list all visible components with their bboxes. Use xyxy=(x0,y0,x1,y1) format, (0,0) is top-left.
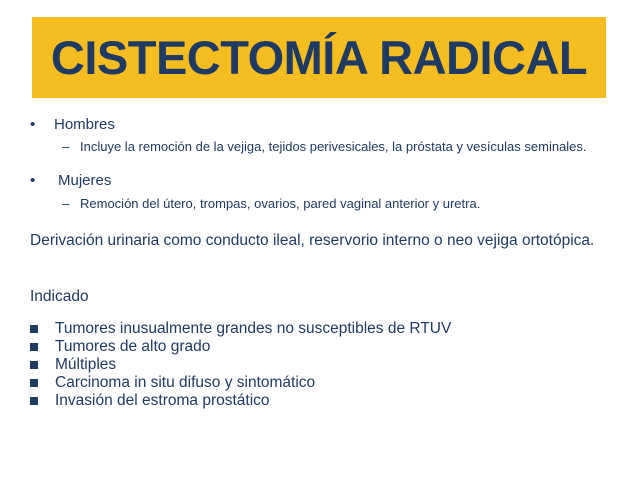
square-bullet-icon xyxy=(30,325,38,333)
list-item xyxy=(30,374,451,392)
list-item xyxy=(30,320,451,338)
square-bullet-icon xyxy=(30,397,38,405)
indicado-label: Indicado xyxy=(30,288,89,305)
sub-bullet-mujeres xyxy=(62,196,602,212)
dash-icon: – xyxy=(62,139,70,154)
square-bullet-icon xyxy=(30,379,38,387)
square-bullet-icon xyxy=(30,343,38,351)
bullet-hombres xyxy=(30,116,115,133)
slide-title: CISTECTOMÍA RADICAL xyxy=(50,31,588,84)
list-item-text: Carcinoma in situ difuso y sintomático xyxy=(55,374,316,391)
list-item xyxy=(30,338,451,356)
indications-list xyxy=(30,320,451,410)
list-item-text: Múltiples xyxy=(55,356,117,373)
sub-bullet-text: Remoción del útero, trompas, ovarios, pared vaginal anterior y uretra. xyxy=(80,196,481,211)
sub-bullet-hombres xyxy=(62,139,602,155)
dash-icon: – xyxy=(62,196,70,211)
bullet-mujeres xyxy=(30,172,111,189)
bullet-dot-icon: • xyxy=(30,172,36,189)
bullet-label: Mujeres xyxy=(58,172,112,189)
bullet-dot-icon: • xyxy=(30,116,36,133)
list-item-text: Tumores inusualmente grandes no susceptibles de RTUV xyxy=(55,320,452,337)
square-bullet-icon xyxy=(30,361,38,369)
bullet-label: Hombres xyxy=(54,116,115,133)
sub-bullet-text: Incluye la remoción de la vejiga, tejidos perivesicales, la próstata y vesículas seminales. xyxy=(80,139,587,154)
list-item-text: Invasión del estroma prostático xyxy=(55,392,270,409)
list-item-text: Tumores de alto grado xyxy=(55,338,211,355)
derivacion-paragraph: Derivación urinaria como conducto ileal, reservorio interno o neo vejiga ortotópica. xyxy=(30,232,595,249)
list-item xyxy=(30,392,451,410)
list-item xyxy=(30,356,451,374)
title-banner xyxy=(32,17,606,98)
